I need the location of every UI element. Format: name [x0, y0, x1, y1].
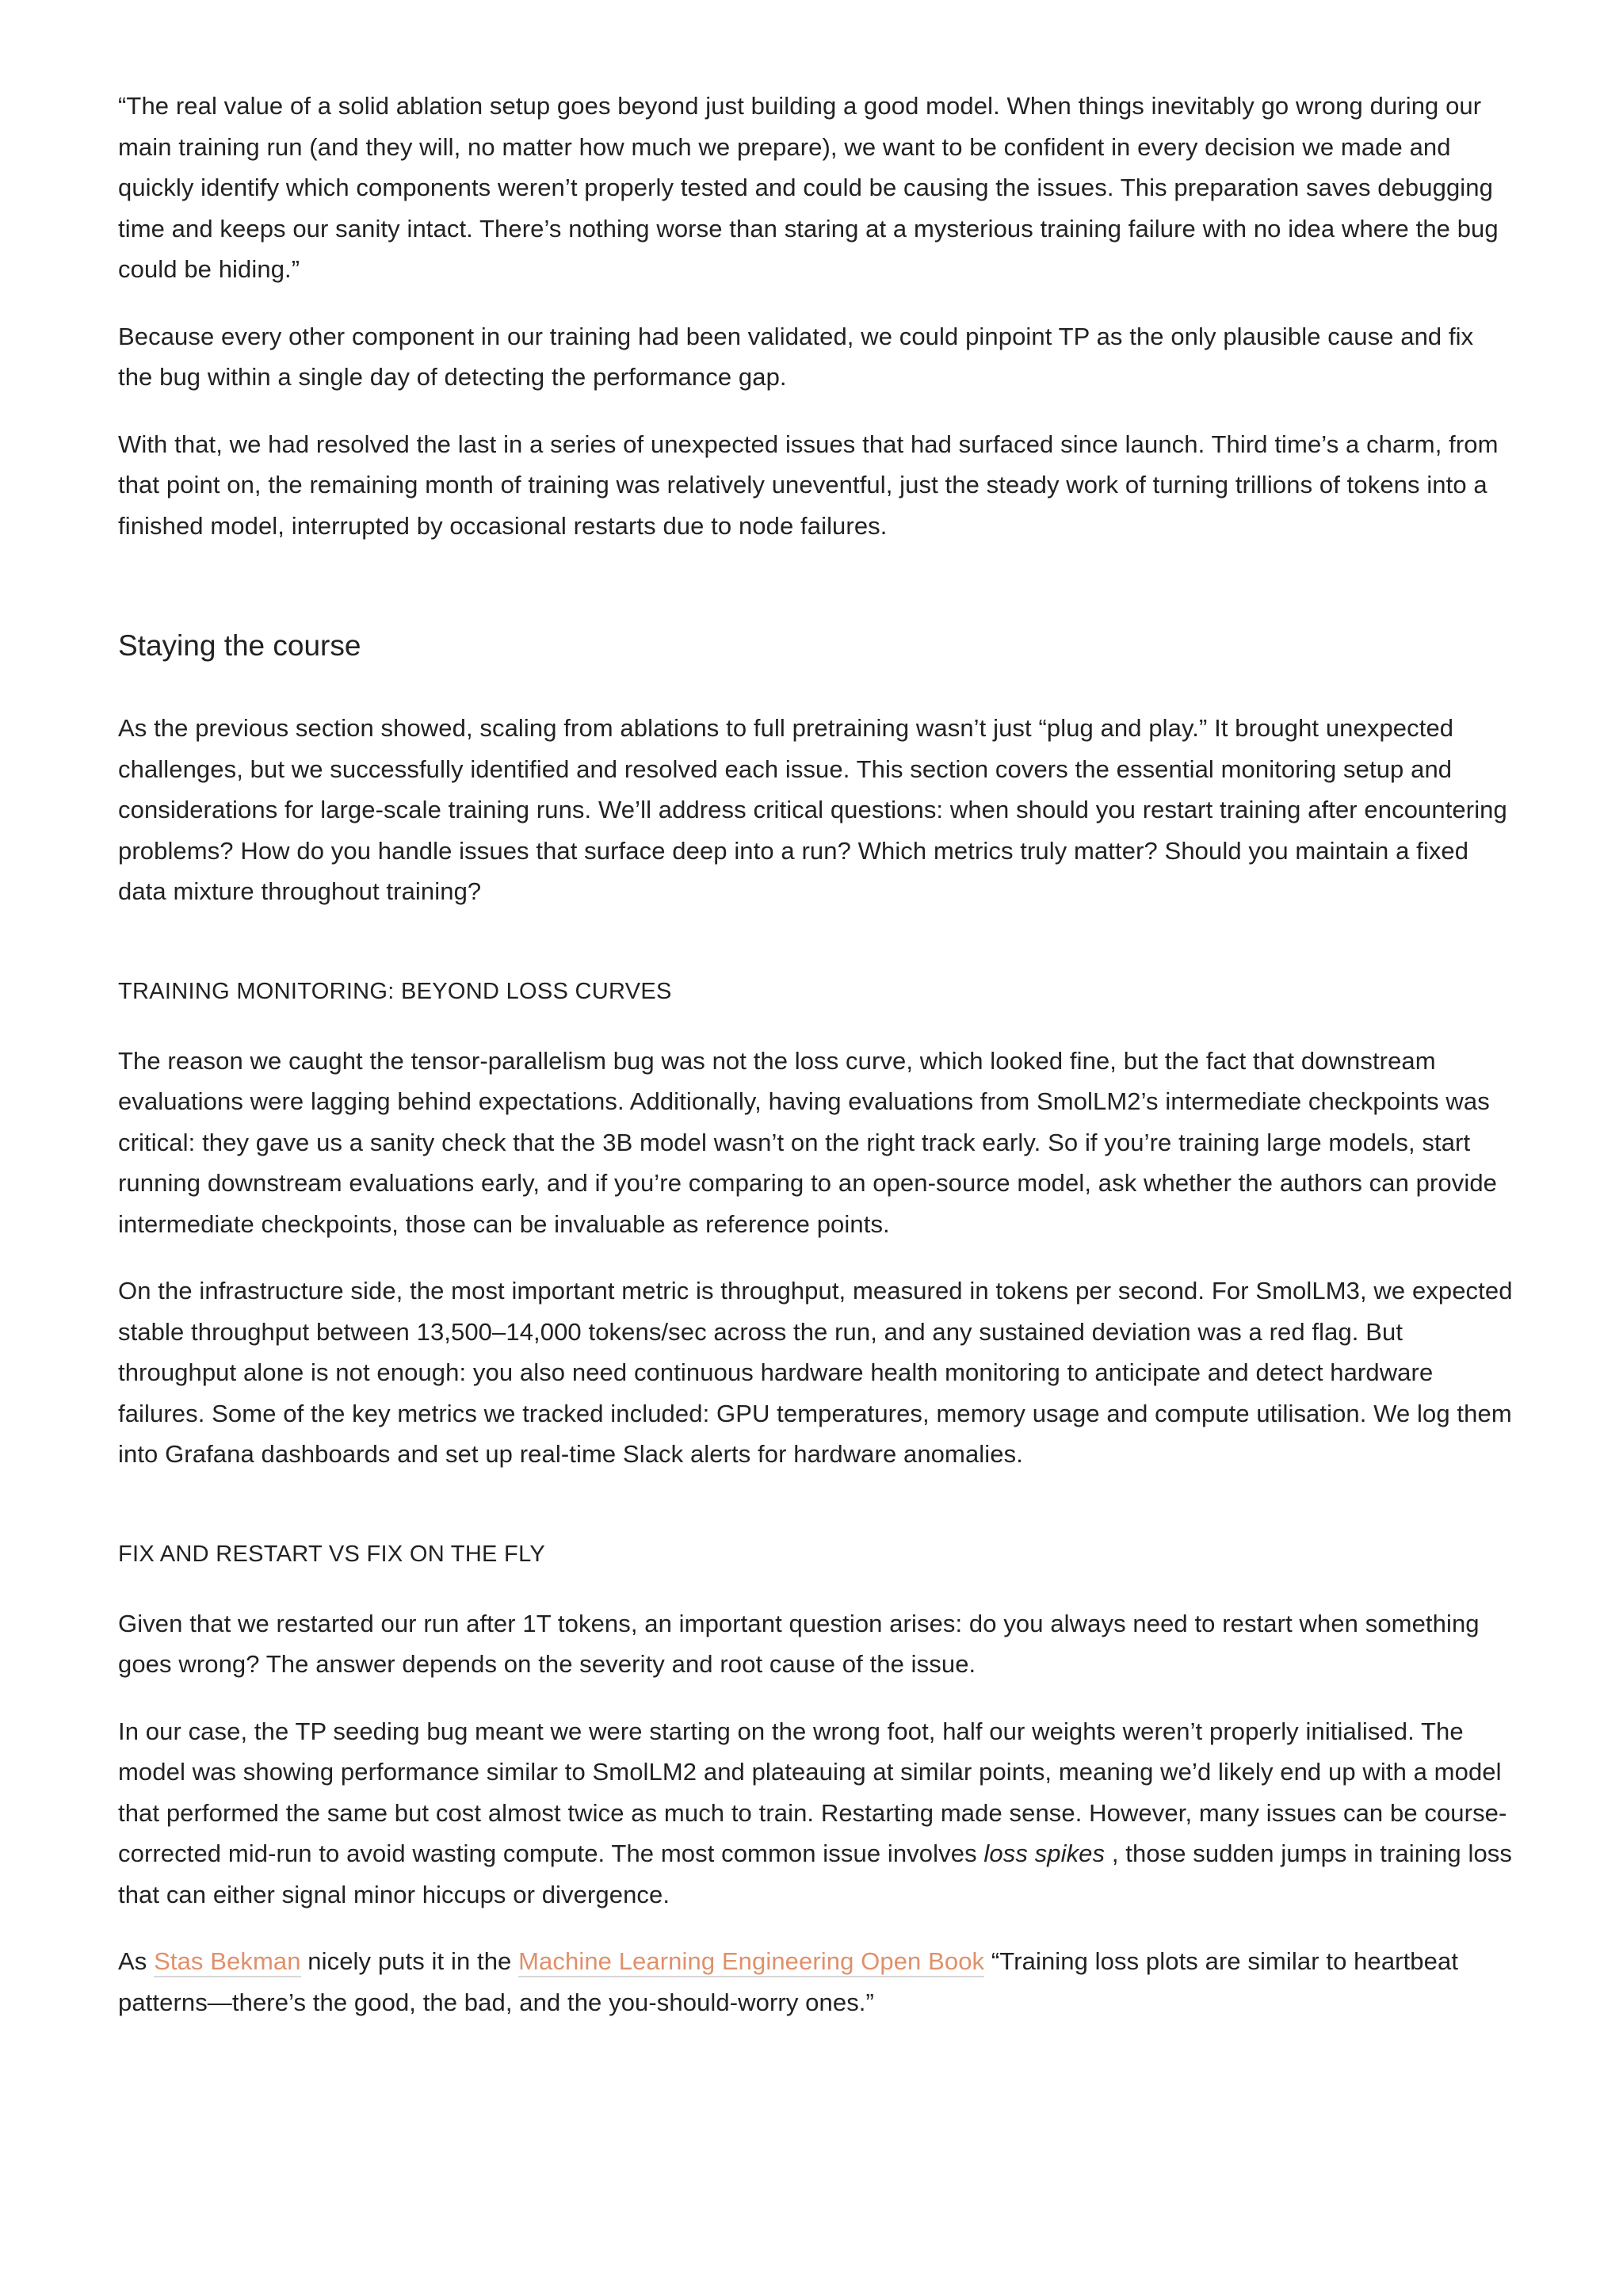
validated-paragraph: Because every other component in our training had been validated, we could pinpoint TP as the only plausible cause and fix the bug within a single day of detecting the performance gap.	[118, 322, 1474, 391]
case-text-after: , those sudden jumps in training loss that can either signal minor hiccups or divergence.	[118, 1839, 1512, 1908]
case-text-before: In our case, the TP seeding bug meant we were starting on the wrong foot, half our weights weren’t properly initialised. The model was showing performance similar to SmolLM2 and plateauing at similar points, meaning we’d likely end up with a model that performed the same but cost almost twice as much to train. Restarting made sense. However, many issues can be course-corrected mid-run to avoid wasting compute. The most common issue involves	[118, 1717, 1507, 1867]
intro-paragraph: As the previous section showed, scaling from ablations to full pretraining wasn’t just “plug and play.” It brought unexpected challenges, but we successfully identified and resolved each issue. This section covers the essential monitoring setup and considerations for large-scale training runs. We’ll address critical questions: when should you restart training after encountering problems? How do you handle issues that surface deep into a run? Which metrics truly matter? Should you maintain a fixed data mixture throughout training?	[118, 714, 1507, 905]
article-body	[118, 86, 1513, 2023]
loss-spikes-emphasis: loss spikes	[983, 1839, 1106, 1867]
stas-bekman-link[interactable]: Stas Bekman	[154, 1947, 300, 1977]
tp-bug-paragraph: The reason we caught the tensor-parallelism bug was not the loss curve, which looked fine, but the fact that downstream evaluations were lagging behind expectations. Additionally, having evaluations from SmolLM2’s intermediate checkpoints was critical: they gave us a sanity check that the 3B model wasn’t on the right track early. So if you’re training large models, start running downstream evaluations early, and if you’re comparing to an open-source model, ask whether the authors can provide intermediate checkpoints, those can be invaluable as reference points.	[118, 1046, 1497, 1238]
quote-paragraph: “The real value of a solid ablation setup goes beyond just building a good model. When things inevitably go wrong during our main training run (and they will, no matter how much we prepare), we want to be confident in every decision we made and quickly identify which components weren’t properly tested and could be causing the issues. This preparation saves debugging time and keeps our sanity intact. There’s nothing worse than staring at a mysterious training failure with no idea where the bug could be hiding.”	[118, 92, 1499, 283]
restart-question-paragraph: Given that we restarted our run after 1T tokens, an important question arises: do you always need to restart when something goes wrong? The answer depends on the severity and root cause of the issue.	[118, 1609, 1480, 1678]
resolved-paragraph: With that, we had resolved the last in a series of unexpected issues that had surfaced since launch. Third time’s a charm, from that point on, the remaining month of training was relatively uneventful, just the steady work of turning trillions of tokens into a finished model, interrupted by occasional restarts due to node failures.	[118, 430, 1499, 540]
stas-suffix: “Training loss plots are similar to heartbeat patterns—there’s the good, the bad, and the you-should-worry ones.”	[118, 1947, 1459, 2016]
ml-engineering-book-link[interactable]: Machine Learning Engineering Open Book	[518, 1947, 984, 1977]
stas-prefix: As	[118, 1947, 155, 1975]
case-paragraph	[118, 1711, 1513, 1916]
subsection-title-monitoring: TRAINING MONITORING: BEYOND LOSS CURVES	[118, 978, 672, 1004]
infrastructure-paragraph: On the infrastructure side, the most important metric is throughput, measured in tokens per second. For SmolLM3, we expected stable throughput between 13,500–14,000 tokens/sec across the run, and any sustained deviation was a red flag. But throughput alone is not enough: you also need continuous hardware health monitoring to anticipate and detect hardware failures. Some of the key metrics we tracked included: GPU temperatures, memory usage and compute utilisation. We log them into Grafana dashboards and set up real-time Slack alerts for hardware anomalies.	[118, 1277, 1513, 1468]
stas-paragraph	[118, 1941, 1513, 2023]
subsection-title-restart: FIX AND RESTART VS FIX ON THE FLY	[118, 1541, 545, 1567]
stas-mid: nicely puts it in the	[300, 1947, 519, 1975]
section-title: Staying the course	[118, 629, 361, 662]
